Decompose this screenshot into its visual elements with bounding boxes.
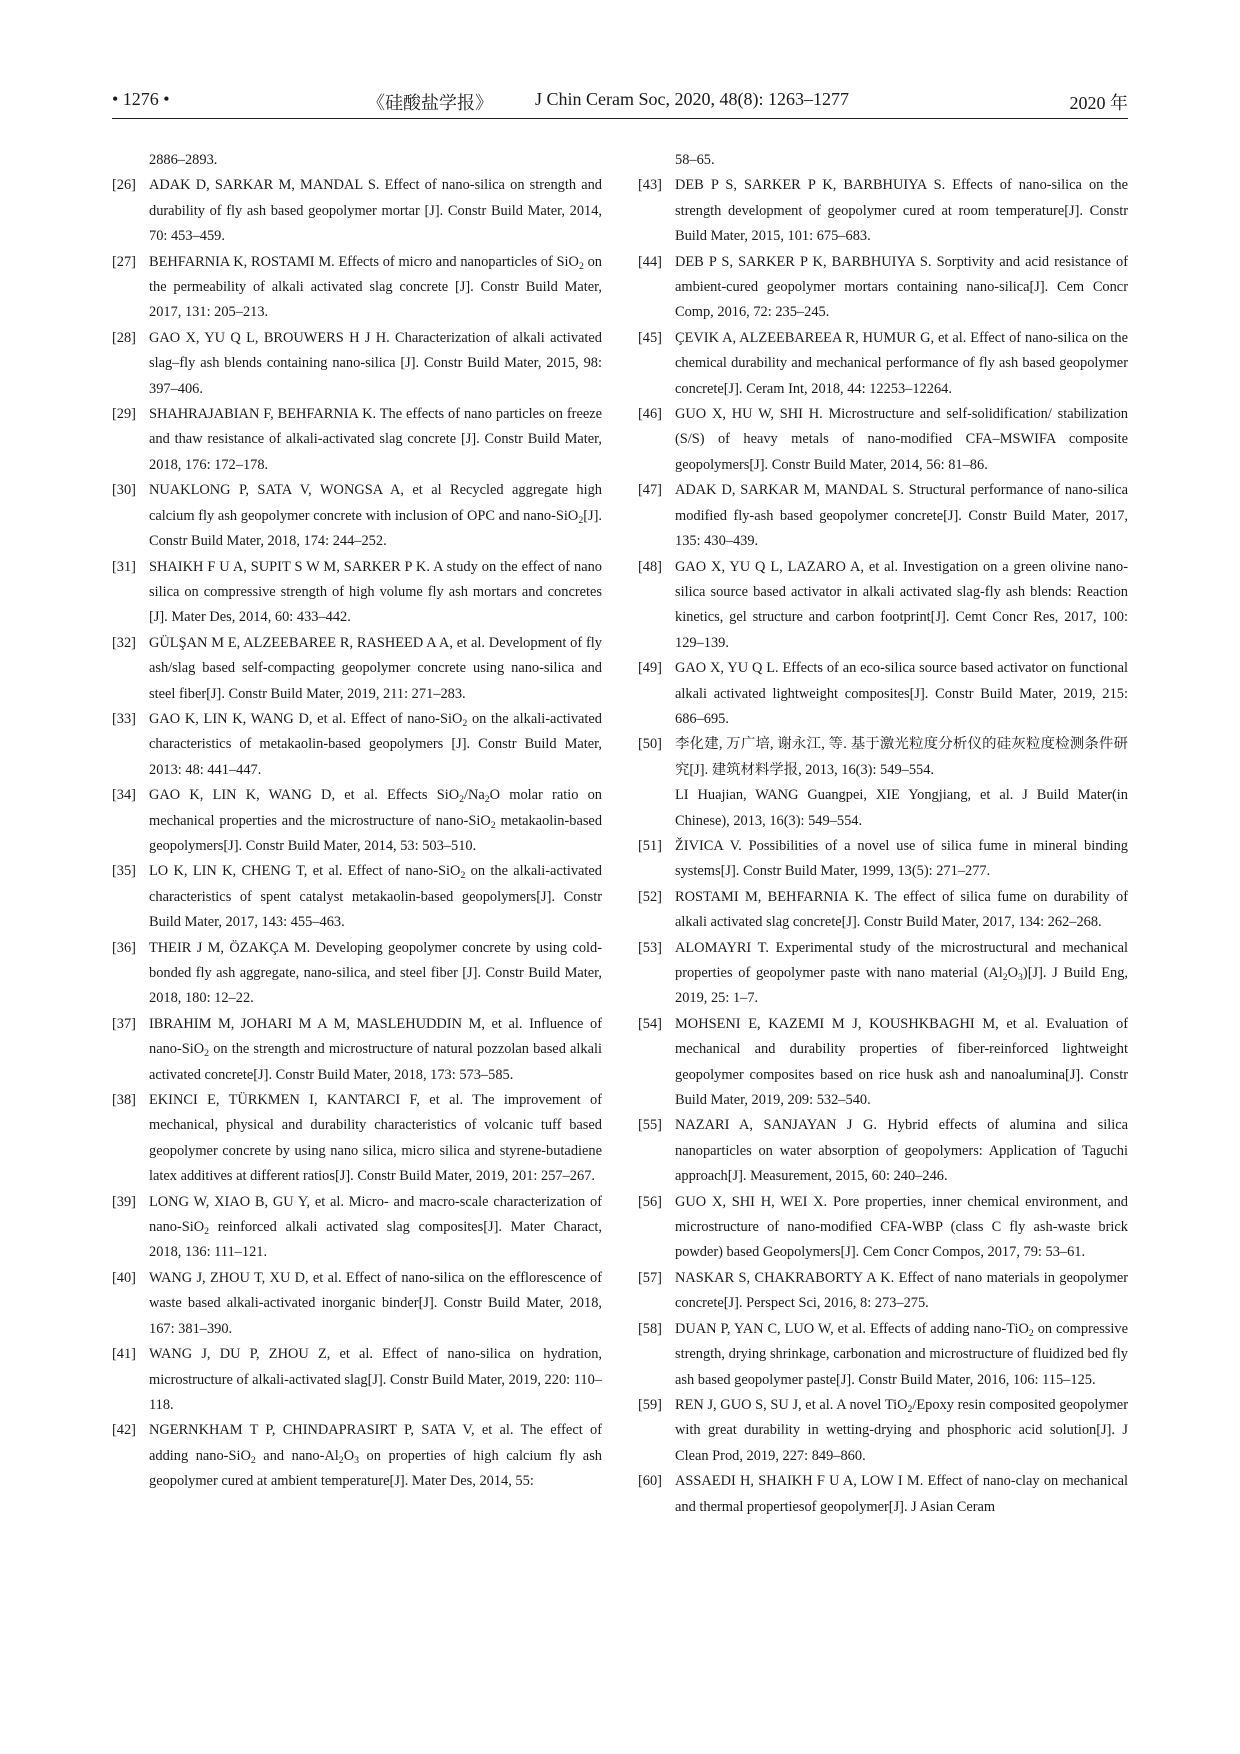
reference-text xyxy=(149,406,602,473)
reference-item xyxy=(638,1190,1128,1266)
reference-text-segment: GÜLŞAN M E, ALZEEBAREE R, RASHEED A A, et al. Development of fly ash/slag based self-compacting geopolymer concrete using nano-silica and steel fiber[J]. Constr Build Mater, 2019, 211: 271–283. xyxy=(149,634,602,702)
subscript: 2 xyxy=(462,717,468,729)
reference-item xyxy=(112,707,602,783)
reference-text xyxy=(149,1092,602,1184)
reference-text xyxy=(675,330,1128,397)
reference-text-segment: ASSAEDI H, SHAIKH F U A, LOW I M. Effect of nano-clay on mechanical and thermal propertiesof geopolymer[J]. J Asian Ceram xyxy=(675,1473,1128,1515)
reference-number: [27] xyxy=(112,253,136,270)
reference-number: [36] xyxy=(112,939,136,956)
reference-number: [38] xyxy=(112,1092,136,1109)
reference-text xyxy=(149,711,602,778)
reference-text-segment: LO K, LIN K, CHENG T, et al. Effect of nano-SiO xyxy=(149,863,461,880)
reference-number: [57] xyxy=(638,1269,662,1286)
reference-item xyxy=(112,1088,602,1190)
reference-text xyxy=(675,1270,1128,1311)
journal-citation: J Chin Ceram Soc, 2020, 48(8): 1263–1277 xyxy=(535,89,849,109)
reference-number: [35] xyxy=(112,863,136,880)
reference-english-translation: LI Huajian, WANG Guangpei, XIE Yongjiang, et al. J Build Mater(in Chinese), 2013, 16(3): 549–554. xyxy=(675,787,1128,829)
reference-item xyxy=(112,478,602,554)
reference-item xyxy=(112,859,602,935)
reference-text-segment: on the alkali-activated characteristics of spent catalyst metakaolin-based geopolymers[J]. Constr Build Mater, 2017, 143: 455–463. xyxy=(149,863,602,931)
reference-item xyxy=(638,250,1128,326)
reference-item xyxy=(638,656,1128,732)
reference-text xyxy=(149,863,602,930)
reference-item xyxy=(638,885,1128,936)
reference-text-segment: GAO X, YU Q L, BROUWERS H J H. Characterization of alkali activated slag–fly ash blends containing nano-silica [J]. Constr Build Mater, 2015, 98: 397–406. xyxy=(149,329,602,397)
subscript: 2 xyxy=(907,1403,913,1415)
reference-text-segment: NASKAR S, CHAKRABORTY A K. Effect of nano materials in geopolymer concrete[J]. Perspect Sci, 2016, 8: 273–275. xyxy=(675,1269,1128,1312)
reference-text-segment: /Na xyxy=(464,787,485,804)
reference-number: [58] xyxy=(638,1320,662,1337)
reference-number: [43] xyxy=(638,177,662,194)
reference-text xyxy=(675,1117,1128,1184)
reference-number: [47] xyxy=(638,482,662,499)
reference-text-segment: NAZARI A, SANJAYAN J G. Hybrid effects of alumina and silica nanoparticles on water absorption of geopolymers: Application of Taguchi approach[J]. Measurement, 2015, 60: 240–246. xyxy=(675,1117,1128,1185)
reference-item xyxy=(112,402,602,478)
reference-item xyxy=(112,631,602,707)
reference-text-segment: ÇEVIK A, ALZEEBAREEA R, HUMUR G, et al. Effect of nano-silica on the chemical durability and mechanical performance of fly ash based geopolymer concrete[J]. Ceram Int, 2018, 44: 12253–12264. xyxy=(675,329,1128,397)
reference-text-segment: on the strength and microstructure of natural pozzolan based alkali activated concrete[J]. Constr Build Mater, 2018, 173: 573–585. xyxy=(149,1041,602,1083)
reference-item xyxy=(638,1317,1128,1393)
reference-item xyxy=(112,326,602,402)
reference-item xyxy=(638,555,1128,657)
reference-text xyxy=(149,1194,602,1261)
subscript: 2 xyxy=(460,870,466,882)
reference-item xyxy=(638,732,1128,834)
subscript: 2 xyxy=(1028,1327,1034,1339)
reference-text-segment: /Epoxy resin composited geopolymer with great durability in wetting-drying and phosphoric acid solution[J]. J Clean Prod, 2019, 227: 849–860. xyxy=(675,1396,1128,1464)
subscript: 2 xyxy=(250,1454,256,1466)
reference-text-segment: GAO K, LIN K, WANG D, et al. Effects SiO xyxy=(149,787,460,804)
reference-text-segment: DUAN P, YAN C, LUO W, et al. Effects of adding nano-TiO xyxy=(675,1320,1029,1337)
reference-item xyxy=(112,173,602,249)
reference-text-segment: NUAKLONG P, SATA V, WONGSA A, et al Recycled aggregate high calcium fly ash geopolymer concrete with inclusion of OPC and nano-SiO xyxy=(149,482,602,524)
reference-number: [45] xyxy=(638,329,662,346)
reference-text-segment: THEIR J M, ÖZAKÇA M. Developing geopolymer concrete by using cold-bonded fly ash aggregate, nano-silica, and steel fiber [J]. Constr Build Mater, 2018, 180: 12–22. xyxy=(149,939,602,1007)
reference-number: [53] xyxy=(638,939,662,956)
reference-item xyxy=(112,1418,602,1494)
reference-text-segment: ŽIVICA V. Possibilities of a novel use of silica fume in mineral binding systems[J]. Constr Build Mater, 1999, 13(5): 271–277. xyxy=(675,837,1128,880)
subscript: 2 xyxy=(338,1454,344,1466)
reference-text-segment: on the alkali-activated characteristics of metakaolin-based geopolymers [J]. Constr Build Mater, 2013: 48: 441–447. xyxy=(149,710,602,778)
subscript: 3 xyxy=(1018,971,1023,983)
subscript: 2 xyxy=(578,260,584,272)
reference-text xyxy=(675,254,1128,321)
reference-text xyxy=(675,940,1128,1007)
reference-text-segment: EKINCI E, TÜRKMEN I, KANTARCI F, et al. The improvement of mechanical, physical and durability characteristics of volcanic tuff based geopolymer concrete by using nano silica, micro silica and styrene-butadiene latex additives at different ratios[J]. Constr Build Mater, 2019, 201: 257–267. xyxy=(149,1092,602,1185)
subscript: 2 xyxy=(204,1048,210,1060)
reference-text-segment: GUO X, SHI H, WEI X. Pore properties, inner chemical environment, and microstructure of nano-modified CFA-WBP (class C fly ash-waste brick powder) based Geopolymers[J]. Cem Concr Compos, 2017, 79: 53–61. xyxy=(675,1193,1128,1261)
reference-text xyxy=(675,1397,1128,1464)
reference-item xyxy=(638,478,1128,554)
reference-text xyxy=(149,482,602,549)
reference-text-segment: ALOMAYRI T. Experimental study of the microstructural and mechanical properties of geopolymer paste with nano material (Al xyxy=(675,939,1128,981)
reference-text xyxy=(149,635,602,702)
reference-text-segment: DEB P S, SARKER P K, BARBHUIYA S. Sorptivity and acid resistance of ambient-cured geopolymer mortars containing nano-silica[J]. Cem Concr Comp, 2016, 72: 235–245. xyxy=(675,253,1128,321)
reference-number: [51] xyxy=(638,837,662,854)
reference-text xyxy=(149,1422,602,1489)
reference-text xyxy=(675,1016,1128,1108)
reference-text xyxy=(675,482,1128,549)
subscript: 2 xyxy=(484,794,490,806)
subscript: 2 xyxy=(459,794,464,806)
reference-text-segment: BEHFARNIA K, ROSTAMI M. Effects of micro and nanoparticles of SiO xyxy=(149,253,579,270)
reference-text-segment: SHAHRAJABIAN F, BEHFARNIA K. The effects of nano particles on freeze and thaw resistance of alkali-activated slag concrete [J]. Constr Build Mater, 2018, 176: 172–178. xyxy=(149,406,602,473)
reference-text xyxy=(149,1270,602,1337)
reference-text-segment: GAO K, LIN K, WANG D, et al. Effect of nano-SiO xyxy=(149,710,463,727)
reference-number: [33] xyxy=(112,710,136,727)
reference-number: [50] xyxy=(638,736,662,753)
subscript: 3 xyxy=(354,1454,359,1466)
reference-text-segment: ROSTAMI M, BEHFARNIA K. The effect of silica fume on durability of alkali activated slag concrete[J]. Constr Build Mater, 2017, 134: 262–268. xyxy=(675,888,1128,931)
reference-number: [42] xyxy=(112,1422,136,1439)
reference-number: [29] xyxy=(112,406,136,423)
reference-item xyxy=(638,1113,1128,1189)
reference-number: [30] xyxy=(112,482,136,499)
reference-text xyxy=(675,559,1128,651)
reference-number: [34] xyxy=(112,787,136,804)
reference-number: [59] xyxy=(638,1396,662,1413)
reference-number: [37] xyxy=(112,1015,136,1032)
reference-item xyxy=(638,834,1128,885)
reference-continuation: 2886–2893. xyxy=(149,152,218,168)
reference-item xyxy=(638,326,1128,402)
journal-name-cn: 《硅酸盐学报》 xyxy=(367,93,493,113)
subscript: 2 xyxy=(578,514,584,526)
reference-text xyxy=(675,177,1128,244)
reference-text xyxy=(149,787,602,854)
reference-number: [52] xyxy=(638,888,662,905)
reference-text xyxy=(149,1016,602,1083)
reference-text xyxy=(675,1194,1128,1261)
reference-text-segment: GAO X, YU Q L. Effects of an eco-silica source based activator on functional alkali activated lightweight composites[J]. Constr Build Mater, 2019, 215: 686–695. xyxy=(675,660,1128,727)
reference-item xyxy=(112,783,602,859)
reference-number: [60] xyxy=(638,1473,662,1490)
reference-text-segment: IBRAHIM M, JOHARI M A M, MASLEHUDDIN M, et al. Influence of nano-SiO xyxy=(149,1015,602,1058)
reference-text-segment: [J]. Constr Build Mater, 2018, 174: 244–252. xyxy=(149,507,602,550)
running-header xyxy=(112,86,1128,119)
reference-number: [26] xyxy=(112,177,136,194)
subscript: 2 xyxy=(204,1226,210,1237)
reference-number: [46] xyxy=(638,406,662,423)
reference-column-right xyxy=(638,148,1128,1520)
reference-text-segment: reinforced alkali activated slag composites[J]. Mater Charact, 2018, 136: 111–121. xyxy=(149,1219,602,1261)
reference-number: [31] xyxy=(112,558,136,575)
reference-text-segment: 李化建, 万广培, 谢永江, 等. 基于激光粒度分析仪的硅灰粒度检测条件研究[J]. 建筑材料学报, 2013, 16(3): 549–554. xyxy=(675,736,1128,778)
reference-text-segment: O molar ratio on mechanical properties and the microstructure of nano-SiO xyxy=(149,787,603,829)
reference-text xyxy=(675,838,1128,879)
reference-text-segment: on properties of high calcium fly ash geopolymer cured at ambient temperature[J]. Mater Des, 2014, 55: xyxy=(149,1447,602,1490)
reference-text xyxy=(149,559,602,626)
reference-text-segment: GUO X, HU W, SHI H. Microstructure and self-solidification/ stabilization (S/S) of heavy metals of nano-modified CFA–MSWIFA composite geopolymers[J]. Constr Build Mater, 2014, 56: 81–86. xyxy=(675,406,1128,473)
reference-number: [28] xyxy=(112,329,136,346)
reference-text-segment: DEB P S, SARKER P K, BARBHUIYA S. Effects of nano-silica on the strength development of geopolymer cured at room temperature[J]. Constr Build Mater, 2015, 101: 675–683. xyxy=(675,177,1128,245)
reference-text xyxy=(675,736,1128,777)
reference-item xyxy=(112,1012,602,1088)
header-year: 2020 年 xyxy=(1069,93,1128,113)
reference-number: [44] xyxy=(638,253,662,270)
reference-number: [48] xyxy=(638,558,662,575)
reference-text xyxy=(149,1346,602,1413)
reference-text-segment: LONG W, XIAO B, GU Y, et al. Micro- and macro-scale characterization of nano-SiO xyxy=(149,1193,602,1236)
reference-number: [39] xyxy=(112,1193,136,1210)
reference-text-segment: GAO X, YU Q L, LAZARO A, et al. Investigation on a green olivine nano-silica source based activator in alkali activated slag-fly ash blends: Reaction kinetics, gel structure and carbon footprint[J]. Cemt Concr Res, 2017, 100: 129–139. xyxy=(675,558,1128,651)
reference-item xyxy=(638,402,1128,478)
reference-text xyxy=(675,660,1128,727)
reference-item xyxy=(638,1469,1128,1520)
reference-item xyxy=(638,936,1128,1012)
reference-text-segment: ADAK D, SARKAR M, MANDAL S. Effect of nano-silica on strength and durability of fly ash based geopolymer mortar [J]. Constr Build Mater, 2014, 70: 453–459. xyxy=(149,177,602,245)
reference-number: [49] xyxy=(638,660,662,677)
reference-number: [40] xyxy=(112,1269,136,1286)
reference-item xyxy=(112,250,602,326)
reference-text xyxy=(675,406,1128,473)
reference-text-segment: )[J]. J Build Eng, 2019, 25: 1–7. xyxy=(675,965,1128,1007)
reference-column-left xyxy=(112,148,602,1495)
reference-item xyxy=(112,1190,602,1266)
reference-text-segment: and nano-Al xyxy=(255,1447,339,1464)
reference-text-segment: REN J, GUO S, SU J, et al. A novel TiO xyxy=(675,1396,908,1413)
page-number: • 1276 • xyxy=(112,89,170,109)
subscript: 2 xyxy=(1002,971,1008,983)
reference-text-segment: ADAK D, SARKAR M, MANDAL S. Structural performance of nano-silica modified fly-ash based geopolymer concrete[J]. Constr Build Mater, 2017, 135: 430–439. xyxy=(675,482,1128,550)
reference-continuation: 58–65. xyxy=(675,152,715,168)
reference-text-segment: MOHSENI E, KAZEMI M J, KOUSHKBAGHI M, et al. Evaluation of mechanical and durability properties of fiber-reinforced lightweight geopolymer composites based on rice husk ash and nanoalumina[J]. Constr Build Mater, 2019, 209: 532–540. xyxy=(675,1015,1128,1109)
reference-text xyxy=(675,1321,1128,1388)
reference-text xyxy=(149,177,602,244)
reference-item xyxy=(638,1266,1128,1317)
reference-text-segment: O xyxy=(1007,965,1019,981)
reference-number: [41] xyxy=(112,1346,136,1363)
reference-text-segment: O xyxy=(343,1447,355,1464)
subscript: 2 xyxy=(490,819,496,831)
reference-text-segment: on the permeability of alkali activated slag concrete [J]. Constr Build Mater, 2017, 131: 205–213. xyxy=(149,253,602,321)
reference-item xyxy=(638,173,1128,249)
reference-item xyxy=(112,1266,602,1342)
reference-item xyxy=(638,1012,1128,1114)
reference-number: [54] xyxy=(638,1015,662,1032)
reference-text xyxy=(675,889,1128,930)
reference-text xyxy=(149,940,602,1007)
reference-number: [55] xyxy=(638,1117,662,1134)
reference-text-segment: on compressive strength, drying shrinkage, carbonation and microstructure of fluidized bed fly ash based geopolymer paste[J]. Constr Build Mater, 2016, 106: 115–125. xyxy=(675,1320,1128,1388)
reference-number: [56] xyxy=(638,1193,662,1210)
reference-text-segment: WANG J, ZHOU T, XU D, et al. Effect of nano-silica on the efflorescence of waste based alkali-activated inorganic binder[J]. Constr Build Mater, 2018, 167: 381–390. xyxy=(149,1269,602,1337)
reference-number: [32] xyxy=(112,634,136,651)
reference-text xyxy=(149,330,602,397)
reference-item xyxy=(112,1342,602,1418)
reference-item xyxy=(112,936,602,1012)
reference-text-segment: SHAIKH F U A, SUPIT S W M, SARKER P K. A study on the effect of nano silica on compressive strength of high volume fly ash mortars and concretes [J]. Mater Des, 2014, 60: 433–442. xyxy=(149,558,602,626)
reference-text-segment: metakaolin-based geopolymers[J]. Constr Build Mater, 2014, 53: 503–510. xyxy=(149,812,603,854)
reference-text-segment: NGERNKHAM T P, CHINDAPRASIRT P, SATA V, et al. The effect of adding nano-SiO xyxy=(149,1422,602,1464)
reference-text xyxy=(675,1473,1128,1514)
reference-text xyxy=(149,254,602,321)
reference-item xyxy=(112,555,602,631)
reference-item xyxy=(638,1393,1128,1469)
reference-text-segment: WANG J, DU P, ZHOU Z, et al. Effect of nano-silica on hydration, microstructure of alkali-activated slag[J]. Constr Build Mater, 2019, 220: 110–118. xyxy=(149,1346,602,1413)
